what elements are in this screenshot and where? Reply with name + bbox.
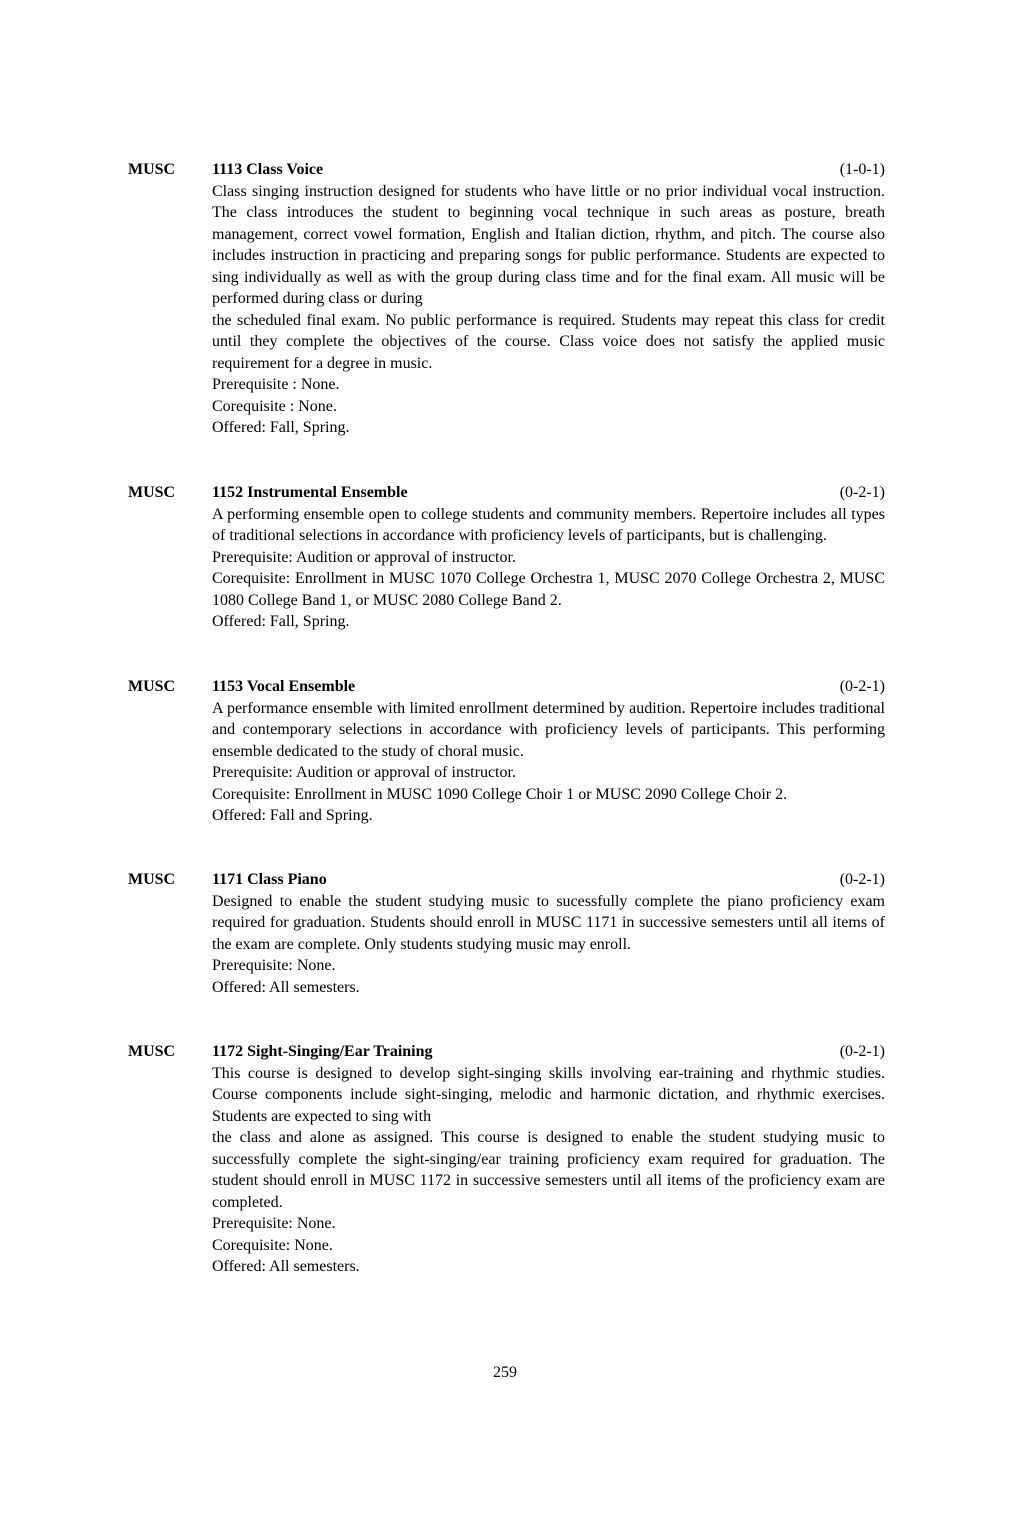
course-title: 1172 Sight-Singing/Ear Training [212, 1043, 433, 1060]
course-header [128, 676, 885, 698]
course-body [212, 698, 885, 827]
course-description: Designed to enable the student studying music to sucessfully complete the piano proficiency exam required for graduation. Students should enroll in MUSC 1171 in successive semesters until all items of the exam are complete. Only students studying music may enroll. [212, 892, 885, 953]
course-dept: MUSC [128, 678, 176, 695]
course-header [128, 1041, 885, 1063]
course-offered: Offered: Fall, Spring. [212, 419, 350, 436]
course-prerequisite: Prerequisite: Audition or approval of instructor. [212, 548, 516, 566]
course-title: 1171 Class Piano [212, 871, 327, 888]
course-credits: (0-2-1) [839, 1043, 885, 1060]
course-offered: Offered: All semesters. [212, 1258, 360, 1275]
course-title: 1153 Vocal Ensemble [212, 678, 356, 695]
course-entry [128, 676, 885, 827]
course-prerequisite: Prerequisite: None. [212, 957, 336, 974]
course-offered: Offered: All semesters. [212, 978, 360, 996]
page-number: 259 [493, 1364, 517, 1381]
course-corequisite: Corequisite : None. [212, 397, 337, 415]
course-entry [128, 1041, 885, 1278]
course-prerequisite: Prerequisite: Audition or approval of instructor. [212, 764, 516, 781]
course-credits: (0-2-1) [839, 678, 885, 695]
course-prerequisite: Prerequisite: None. [212, 1215, 336, 1232]
course-body [212, 181, 885, 439]
course-credits: (1-0-1) [839, 161, 885, 178]
course-description: A performing ensemble open to college students and community members. Repertoire includes all types of traditional selections in accordance with proficiency levels of participants, but is challenging. [212, 505, 885, 544]
course-offered: Offered: Fall and Spring. [212, 807, 373, 824]
course-header [128, 869, 885, 891]
course-header [128, 482, 885, 504]
course-entry [128, 482, 885, 633]
course-description: the scheduled final exam. No public performance is required. Students may repeat this class for credit until they complete the objectives of the course. Class voice does not satisfy the applied music requirement for a degree in music. [212, 311, 885, 372]
course-corequisite: Corequisite: Enrollment in MUSC 1090 College Choir 1 or MUSC 2090 College Choir 2. [212, 785, 788, 803]
course-description: Class singing instruction designed for students who have little or no prior individual vocal instruction. The class introduces the student to beginning vocal technique in such areas as posture, breath management, correct vowel formation, English and Italian diction, rhythm, and pitch. The course also includes instruction in practicing and preparing songs for public performance. Students are expected to sing individually as well as with the group during class time and for the final exam. All music will be performed during class or during [212, 182, 885, 307]
course-dept: MUSC [128, 161, 176, 178]
course-offered: Offered: Fall, Spring. [212, 613, 350, 630]
course-description: the class and alone as assigned. This course is designed to enable the student studying music to successfully complete the sight-singing/ear training proficiency exam required for graduation. The student should enroll in MUSC 1172 in successive semesters until all items of the proficiency exam are completed. [212, 1129, 885, 1211]
course-corequisite: Corequisite: None. [212, 1236, 333, 1254]
course-header [128, 159, 885, 181]
course-entry [128, 869, 885, 998]
course-body [212, 891, 885, 999]
course-description: This course is designed to develop sight-singing skills involving ear-training and rhythmic studies. Course components include sight-singing, melodic and harmonic dictation, and rhythmic exercises. Students are expected to sing with [212, 1064, 885, 1125]
course-body [212, 1063, 885, 1278]
course-credits: (0-2-1) [839, 871, 885, 888]
course-title: 1113 Class Voice [212, 161, 324, 178]
course-dept: MUSC [128, 484, 176, 501]
course-entry [128, 159, 885, 439]
course-dept: MUSC [128, 871, 176, 888]
course-credits: (0-2-1) [839, 484, 885, 501]
course-corequisite: Corequisite: Enrollment in MUSC 1070 College Orchestra 1, MUSC 2070 College Orchestra 2, MUSC 1080 College Band 1, or MUSC 2080 College Band 2. [212, 570, 885, 609]
course-prerequisite: Prerequisite : None. [212, 376, 340, 393]
course-title: 1152 Instrumental Ensemble [212, 484, 408, 501]
course-dept: MUSC [128, 1043, 176, 1060]
course-description: A performance ensemble with limited enrollment determined by audition. Repertoire includes traditional and contemporary selections in accordance with proficiency levels of participants. This performing ensemble dedicated to the study of choral music. [212, 699, 885, 760]
course-body [212, 504, 885, 633]
